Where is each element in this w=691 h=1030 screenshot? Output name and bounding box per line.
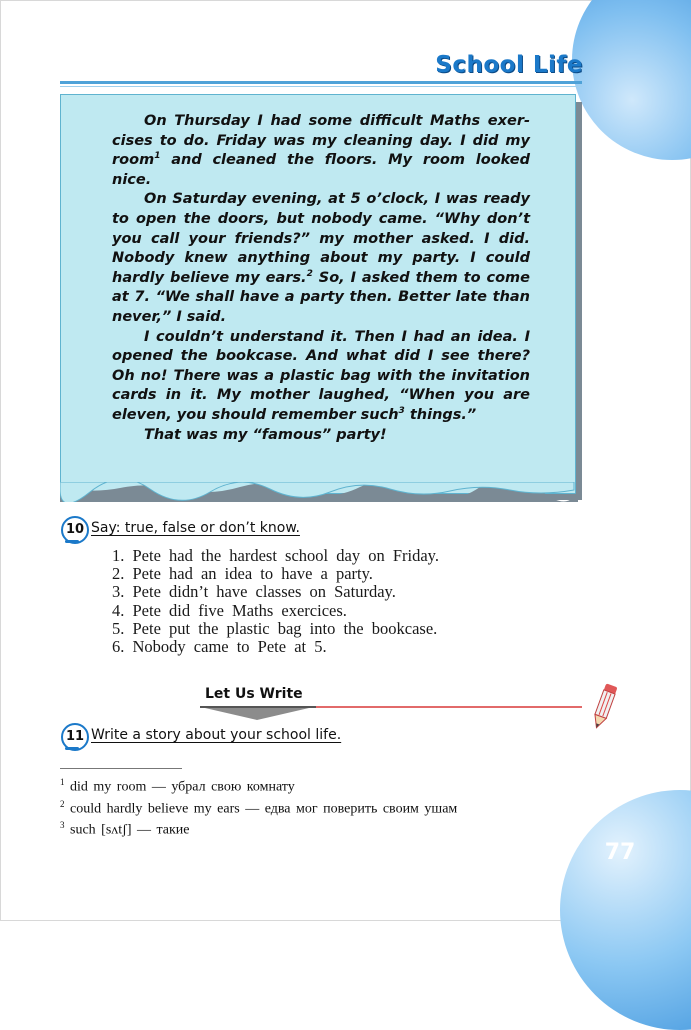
section-label: Let Us Write	[205, 686, 303, 702]
header-rule	[60, 81, 582, 84]
story-text	[112, 112, 530, 445]
story-text-run: I couldn’t understand it. Then I had an idea. I opened the bookcase. And what did I see there? Oh no! There was a plastic bag with the invitation cards in it. My mother laughed, “When you are eleven, you should remember such	[112, 328, 530, 423]
list-item: 2. Pete had an idea to have a party.	[112, 564, 373, 584]
section-arrow-icon	[205, 708, 309, 720]
exercise-number-badge: 10	[61, 516, 89, 544]
story-paragraph-1	[112, 112, 530, 190]
pencil-icon	[584, 682, 624, 732]
story-text-run: and cleaned the floors. My room looked nice.	[112, 152, 530, 188]
story-text-run: On Saturday evening, at 5 o’clock, I was ready to open the doors, but nobody came. “Why don’t you call your friends?” my mother asked. I did. Nobody knew anything about my party. I could hardly believe my ears.	[112, 191, 530, 286]
page-number: 77	[604, 840, 636, 865]
footnote-text: did my room — убрал свою комнату	[64, 779, 295, 795]
footnotes	[60, 774, 457, 839]
footnote-text: such [sʌtʃ] — такие	[64, 822, 190, 838]
list-item: 4. Pete did five Maths exercices.	[112, 600, 347, 620]
story-paragraph-4: That was my “famous” party!	[144, 426, 387, 443]
footnote	[60, 774, 457, 796]
list-item: 6. Nobody came to Pete at 5.	[112, 637, 327, 657]
footnote-text: could hardly believe my ears — едва мог поверить своим ушам	[64, 801, 458, 817]
exercise-10-instruction: Say: true, false or don’t know.	[91, 520, 300, 536]
footnote-ref-3: 3	[398, 406, 405, 417]
list-item: 3. Pete didn’t have classes on Saturday.	[112, 582, 396, 602]
footnote-ref-1: 1	[154, 151, 161, 162]
exercise-11-instruction: Write a story about your school life.	[91, 727, 342, 743]
footnote-ref-2: 2	[306, 268, 313, 279]
exercise-number-badge: 11	[61, 723, 89, 751]
section-red-rule	[316, 706, 582, 708]
story-text-run: On Thursday I had some difficult Maths exercises to do. Friday was my cleaning day. I did my room	[112, 113, 530, 169]
footnote-mark: 3	[60, 820, 65, 831]
story-box-wavy-edge	[60, 482, 578, 502]
list-item: 5. Pete put the plastic bag into the bookcase.	[112, 618, 438, 638]
story-text-run: So, I asked them to come at 7. “We shall have a party then. Better late than never,” I said.	[112, 269, 530, 325]
story-text-run: things.”	[404, 406, 477, 423]
footnote-mark: 1	[60, 777, 65, 787]
footnote	[60, 817, 457, 839]
story-paragraph-2	[112, 190, 530, 327]
footnote	[60, 796, 457, 818]
page-title: School Life	[435, 52, 583, 78]
footnote-mark: 2	[60, 798, 65, 809]
footnote-rule	[60, 768, 182, 769]
header-rule-thin	[60, 86, 582, 87]
list-item: 1. Pete had the hardest school day on Friday.	[112, 546, 439, 565]
story-paragraph-3	[112, 328, 530, 426]
exercise-10-list	[112, 547, 439, 656]
